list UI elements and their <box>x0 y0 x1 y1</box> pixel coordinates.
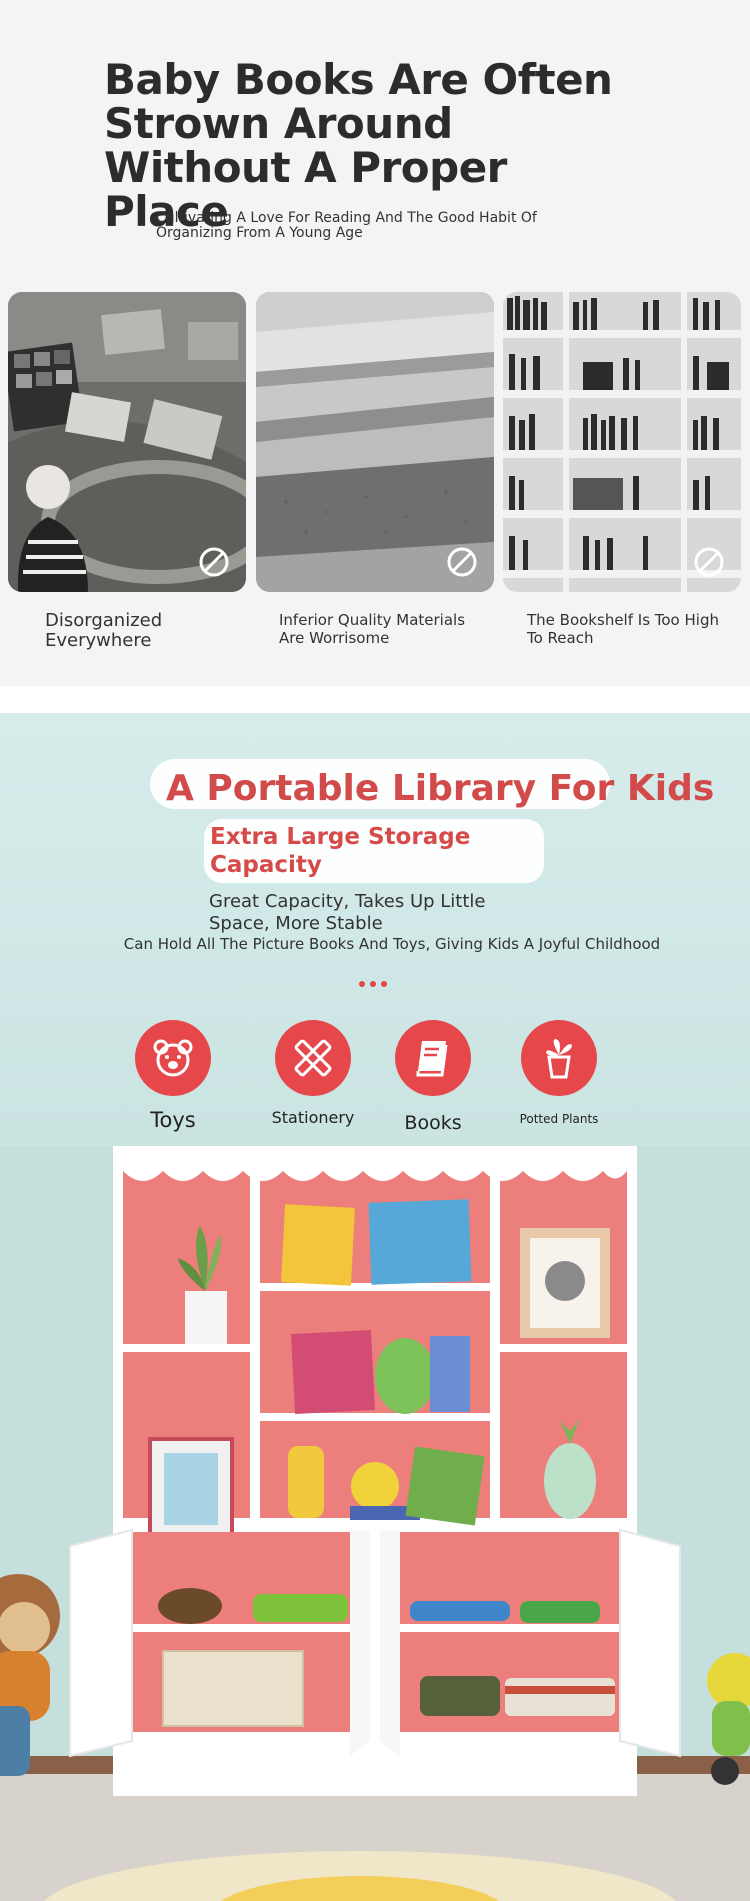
category-toys <box>113 1020 233 1132</box>
category-label: Books <box>404 1112 462 1134</box>
headline-banner <box>150 751 715 809</box>
decorative-dots <box>359 981 387 987</box>
problem-card-disorganized <box>8 292 246 592</box>
problems-section <box>0 0 750 686</box>
product-subheadline: Extra Large Storage Capacity <box>210 824 471 878</box>
subheadline-banner <box>204 819 544 883</box>
category-label: Stationery <box>271 1108 355 1127</box>
plant-icon <box>536 1035 582 1081</box>
ruler-pencil-icon <box>290 1035 336 1081</box>
book-icon <box>410 1035 456 1081</box>
category-stationery <box>253 1020 373 1127</box>
problem-card-materials <box>256 292 494 592</box>
problem-card-too-high <box>503 292 741 592</box>
bear-icon <box>150 1035 196 1081</box>
card-caption-too-high: The Bookshelf Is Too High To Reach <box>527 611 719 647</box>
category-books <box>373 1020 493 1134</box>
category-potted-plants <box>499 1020 619 1126</box>
no-entry-icon <box>446 546 478 578</box>
section-title: Baby Books Are Often Strown Around Without A Proper Place <box>104 55 613 236</box>
bookshelf-product-photo <box>0 1146 750 1901</box>
card-caption-materials: Inferior Quality Materials Are Worrisome <box>279 611 466 647</box>
section-subtitle: Cultivating A Love For Reading And The Good Habit Of Organizing From A Young Age <box>156 210 537 241</box>
no-entry-icon <box>198 546 230 578</box>
category-label: Potted Plants <box>519 1112 599 1126</box>
card-caption-disorganized: Disorganized Everywhere <box>45 610 163 651</box>
category-label: Toys <box>150 1108 196 1132</box>
no-entry-icon <box>693 546 725 578</box>
detail-text: Can Hold All The Picture Books And Toys, Giving Kids A Joyful Childhood <box>123 935 661 953</box>
capacity-text: Great Capacity, Takes Up Little Space, More Stable <box>209 891 486 934</box>
product-section <box>0 713 750 1901</box>
product-headline: A Portable Library For Kids <box>166 768 715 809</box>
